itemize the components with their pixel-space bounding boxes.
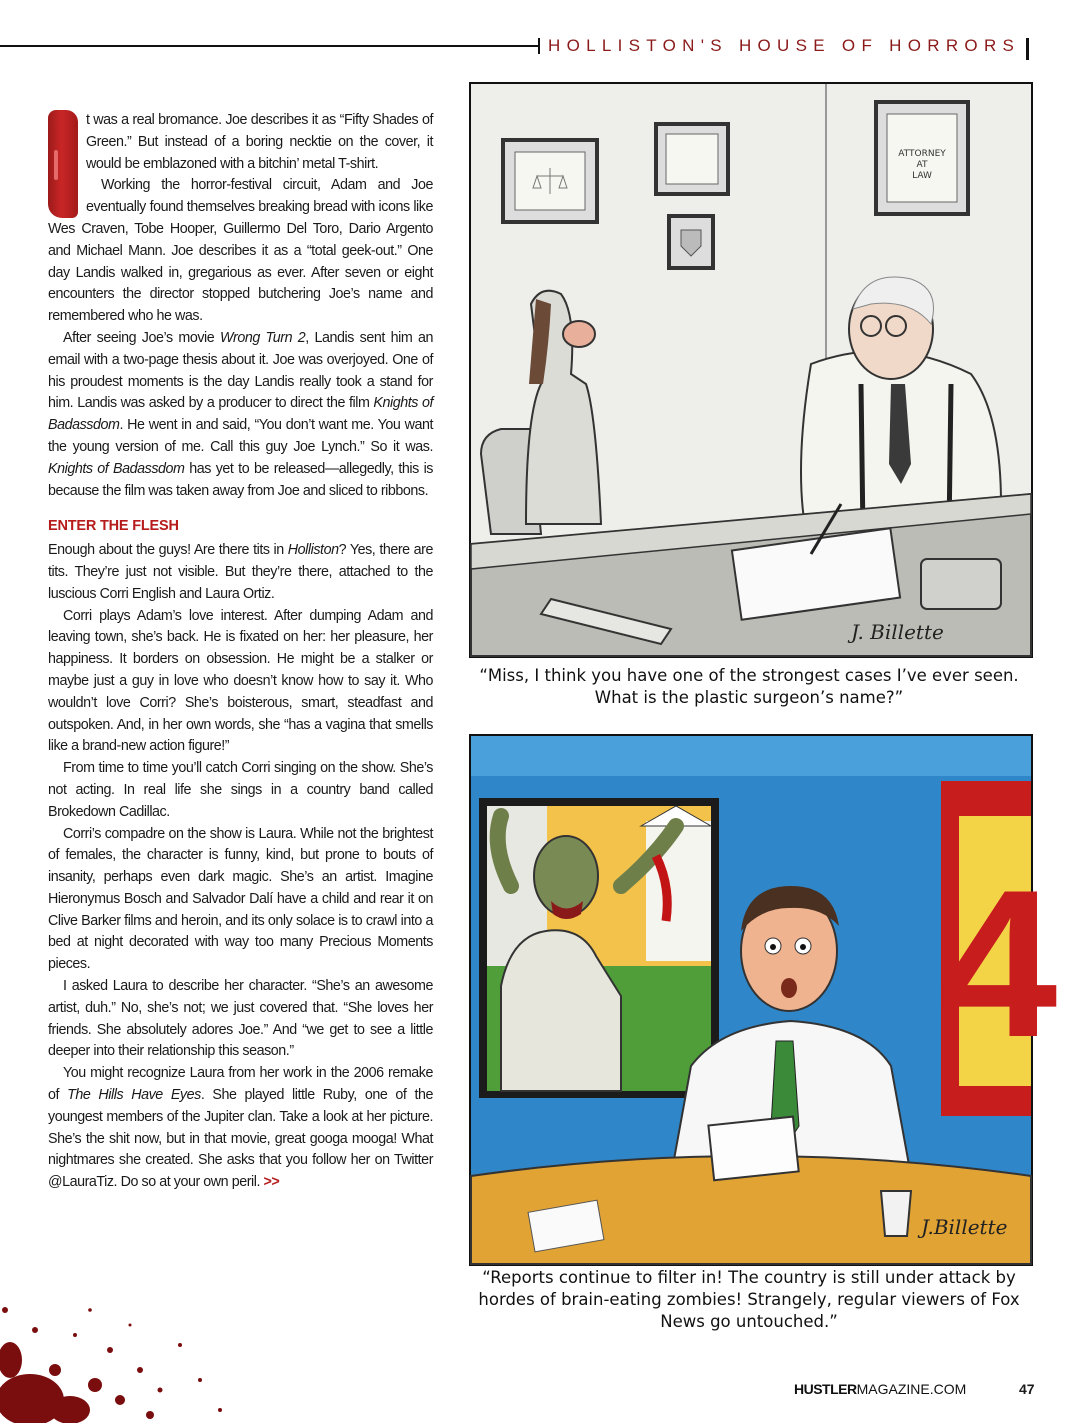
article-body <box>48 110 433 1194</box>
article-paragraph: You might recognize Laura from her work in the 2006 remake of The Hills Have Eyes. She played little Ruby, one of the youngest members of the Jupiter clan. Take a look at her picture. She’s the shit now, but in that movie, great googa mooga! What nightmares she created. She asks that you follow her on Twitter @LauraTiz. Do so at your own peril. >> <box>48 1065 434 1191</box>
footer-domain: MAGAZINE.COM <box>856 1381 967 1397</box>
cartoon1-caption: “Miss, I think you have one of the strongest cases I’ve ever seen. What is the plastic surgeon’s name?” <box>479 666 1019 707</box>
article-paragraph: From time to time you’ll catch Corri singing on the show. She’s not acting. In real life she sings in a country band called Brokedown Cadillac. <box>48 760 433 820</box>
diploma-text: ATTORNEY AT LAW <box>898 149 946 181</box>
article-paragraph: I asked Laura to describe her character. “She’s an awesome artist, duh.” No, she’s not; we just covered that. “She loves her friends. She absolutely adores Joe.” And “we get to see a little deeper into their relationship this season.” <box>48 978 433 1060</box>
header-tick-left <box>538 38 540 54</box>
section-heading: ENTER THE FLESH <box>48 518 179 535</box>
article-paragraph: t was a real bromance. Joe describes it as “Fifty Shades of Green.” But instead of a boring necktie on the cover, it would be emblazoned with a bitchin’ metal T-shirt. <box>48 110 433 175</box>
cartoon1-signature: J. Billette <box>851 620 944 644</box>
continue-arrow: >> <box>263 1174 280 1191</box>
header-rule <box>0 45 538 47</box>
cartoon2-signature: J.Billette <box>921 1215 1008 1239</box>
section-title: HOLLISTON'S HOUSE OF HORRORS <box>548 36 1021 55</box>
attorney-cartoon-drawing <box>471 84 1031 656</box>
news-anchor-cartoon-drawing <box>471 736 1058 1264</box>
news-anchor-cartoon <box>469 734 1058 1266</box>
movie-title: Knights of Badassdom <box>48 395 433 434</box>
movie-title: Wrong Turn 2 <box>219 329 306 346</box>
show-title: Holliston <box>287 542 339 559</box>
movie-title: Knights of Badassdom <box>48 460 185 477</box>
article-paragraph: Corri plays Adam’s love interest. After dumping Adam and leaving town, she’s back. He is fixated on her: her pleasure, her happiness. It borders on obsession. He might be a stalker or maybe just a guy in love who doesn’t know how to say it. Who wouldn’t love Corri? She’s boisterous, smart, steadfast and outspoken. And, in her own words, she “has a vagina that smells like a brand-new action figure!” <box>48 607 433 755</box>
article-paragraph: Enough about the guys! Are there tits in Holliston? Yes, there are tits. They’re just not visible. But they’re there, attached to the luscious Corri English and Laura Ortiz. <box>48 542 433 602</box>
article-paragraph: After seeing Joe’s movie Wrong Turn 2, Landis sent him an email with a two-page thesis about it. Joe was overjoyed. One of his proudest moments is the day Landis really took a stand for him. Landis was asked by a producer to direct the film Knights of Badassdom. He went in and said, “You don’t want me. You want the young version of me. Call this guy Joe Lynch.” So it was. Knights of Badassdom has yet to be released—allegedly, this is because the film was taken away from Joe and sliced to ribbons. <box>48 329 433 499</box>
header-tick-right <box>1026 38 1029 60</box>
footer-brand: HUSTLER <box>794 1381 857 1397</box>
zombie-head <box>534 836 598 916</box>
cartoon2-caption: “Reports continue to filter in! The country is still under attack by hordes of brain-eating zombies! Strangely, regular viewers of Fox News go untouched.” <box>478 1268 1020 1331</box>
page-number: 47 <box>1019 1381 1035 1397</box>
coffee-cup <box>881 1191 911 1236</box>
footer-magazine <box>794 1381 966 1397</box>
blood-splatter <box>0 1250 260 1423</box>
bandaged-nose <box>563 321 595 347</box>
movie-title: The Hills Have Eyes <box>67 1087 201 1104</box>
article-paragraph: Corri’s compadre on the show is Laura. While not the brightest of females, the character is funny, kind, but prone to bouts of insanity, perhaps even dark magic. She’s an artist. Imagine Hieronymus Bosch and Salvador Dalí have a child and rear it on Clive Barker films and heroin, and its only solace is to crawl into a bed at night decorated with way too many Precious Moments pieces. <box>48 825 433 973</box>
article-paragraph: Working the horror-festival circuit, Adam and Joe eventually found themselves breaking bread with icons like Wes Craven, Tobe Hooper, Guillermo Del Toro, Dario Argento and Michael Mann. Joe describes it as a “total geek-out.” One day Landis walked in, gregarious as ever. After seven or eight encounters the director stopped butchering Joe’s name and remembered who he was. <box>48 177 433 325</box>
attorney-cartoon <box>469 82 1033 658</box>
drop-cap-i <box>48 110 78 218</box>
channel-number: 4 <box>940 846 1058 1081</box>
